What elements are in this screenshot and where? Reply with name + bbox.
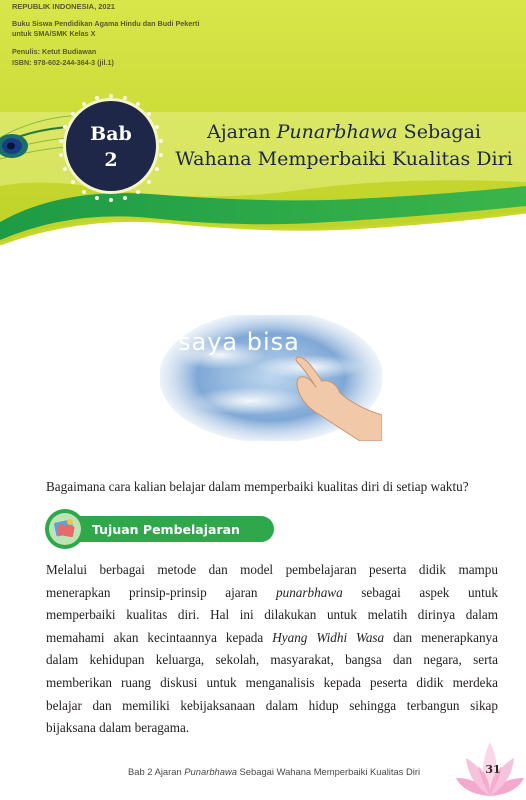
text-run: sebagai aspek untuk — [342, 584, 498, 600]
chapter-number: 2 — [104, 149, 118, 171]
guiding-question: Bagaimana cara kalian belajar dalam memperbaiki kualitas diri di setiap waktu? — [46, 479, 469, 494]
chapter-title-line-1 — [170, 121, 518, 143]
isbn-text: ISBN: 978-602-244-364-3 (jil.1) — [12, 58, 114, 67]
objectives-heading-text: Tujuan Pembelajaran — [92, 522, 240, 537]
objectives-line — [46, 627, 498, 650]
text-run-italic: Hyang Widhi Wasa — [272, 629, 385, 645]
illustration-caption: saya bisa — [178, 328, 300, 356]
objectives-line: dalam kehidupan keluarga, sekolah, masyarakat, bangsa dan negara, serta — [46, 652, 498, 668]
objectives-line: memberikan ruang diskusi untuk menganalisis kepada peserta didik merdeka — [46, 674, 498, 690]
chapter-label: Bab — [90, 123, 132, 145]
chapter-title-line-2: Wahana Memperbaiki Kualitas Diri — [175, 148, 513, 170]
objectives-line: bijaksana dalam beragama. — [46, 720, 190, 736]
saya-bisa-illustration — [160, 315, 382, 441]
text-run-italic: punarbhawa — [276, 584, 343, 600]
footer-prefix: Bab 2 Ajaran — [128, 766, 185, 777]
text-run: menerapkan prinsip-prinsip ajaran — [46, 584, 276, 600]
book-title-line-2: untuk SMA/SMK Kelas X — [12, 29, 96, 38]
footer-suffix: Sebagai Wahana Memperbaiki Kualitas Diri — [236, 766, 421, 777]
publisher-text: REPUBLIK INDONESIA, 2021 — [12, 2, 115, 11]
chapter-badge — [63, 98, 159, 194]
objectives-line — [46, 582, 498, 605]
objectives-line: Melalui berbagai metode dan model pembelajaran peserta didik mampu — [46, 562, 498, 577]
chapter-title-suffix: Sebagai — [397, 121, 481, 143]
chapter-title-italic: Punarbhawa — [276, 121, 398, 143]
page-number: 31 — [485, 763, 501, 776]
learning-objectives-body — [46, 559, 498, 740]
chapter-header-band — [0, 0, 526, 262]
author-text: Penulis: Ketut Budiawan — [12, 47, 97, 56]
text-run: memahami akan kecintaannya kepada — [46, 629, 273, 645]
text-run: dan menerapkanya — [384, 629, 498, 645]
chapter-title-prefix: Ajaran — [207, 121, 277, 143]
learning-objectives-heading — [44, 508, 274, 548]
objectives-line: memperbaiki kualitas diri. Hal ini dilakukan untuk melatih dirinya dalam — [46, 607, 498, 623]
objectives-icon — [44, 508, 86, 550]
book-title-line-1: Buku Siswa Pendidikan Agama Hindu dan Budi Pekerti — [12, 19, 200, 28]
running-footer — [128, 766, 420, 777]
objectives-line: belajar dan memiliki kebijaksanaan dalam hidup sehingga terbangun sikap — [46, 697, 498, 713]
footer-italic: Punarbhawa — [184, 766, 237, 777]
